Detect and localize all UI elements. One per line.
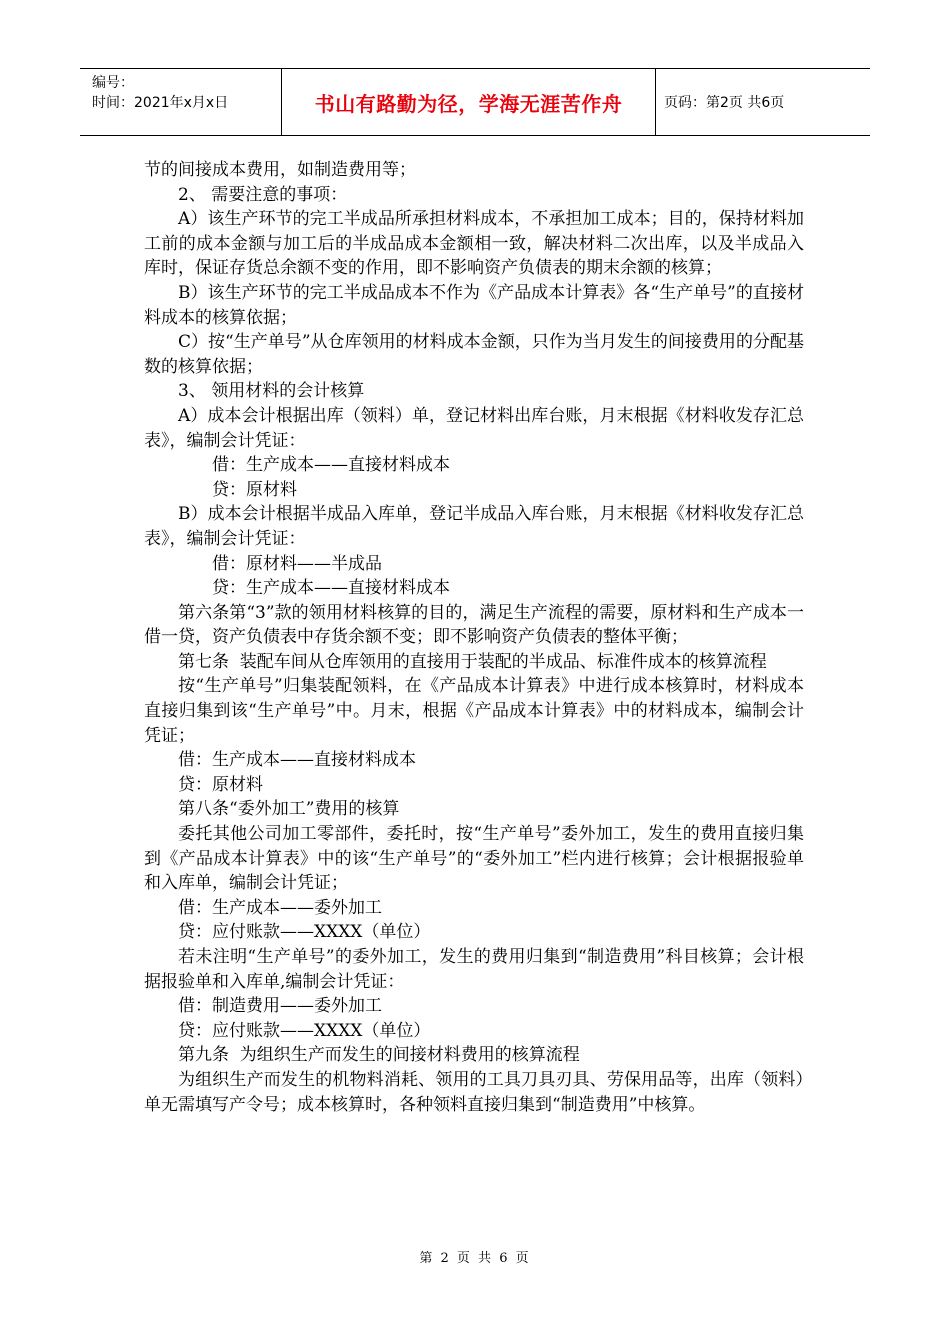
article-heading: 第八条“委外加工”费用的核算	[178, 799, 400, 820]
paragraph: 按“生产单号”归集装配领料，在《产品成本计算表》中进行成本核算时，材料成本直接归集到该“生产单号”中。月末，根据《产品成本计算表》中的材料成本，编制会计凭证；	[144, 676, 804, 746]
paragraph: B）成本会计根据半成品入库单，登记半成品入库台账，月末根据《材料收发存汇总表》，编制会计凭证：	[144, 504, 804, 549]
header-meta	[80, 69, 282, 135]
list-heading: 2、 需要注意的事项：	[178, 184, 348, 205]
paragraph: B）该生产环节的完工半成品成本不作为《产品成本计算表》各“生产单号”的直接材料成本的核算依据；	[144, 282, 804, 328]
paragraph: 节的间接成本费用，如制造费用等；	[144, 160, 416, 180]
journal-entry-debit: 借：生产成本——委外加工	[178, 897, 382, 918]
paragraph: C）按“生产单号”从仓库领用的材料成本金额，只作为当月发生的间接费用的分配基数的核算依据；	[144, 332, 804, 377]
paragraph: 第六条第“3”款的领用材料核算的目的，满足生产流程的需要，原材料和生产成本一借一贷，资产负债表中存货余额不变；即不影响资产负债表的整体平衡；	[144, 602, 804, 648]
header-motto: 书山有路勤为径，学海无涯苦作舟	[282, 69, 656, 135]
journal-entry-debit: 借：生产成本——直接材料成本	[212, 455, 450, 476]
journal-entry-credit: 贷：原材料	[212, 479, 297, 500]
journal-entry-credit: 贷：应付账款——XXXX（单位）	[178, 922, 431, 943]
journal-entry-credit: 贷：原材料	[178, 774, 263, 795]
journal-entry-credit: 贷：应付账款——XXXX（单位）	[178, 1020, 431, 1041]
number-label: 编号：	[92, 75, 134, 91]
page-header	[80, 68, 870, 136]
paragraph: 为组织生产而发生的机物料消耗、领用的工具刀具刃具、劳保用品等，出库（领料）单无需填写产令号；成本核算时，各种领料直接归集到“制造费用”中核算。	[144, 1069, 804, 1115]
paragraph: A）该生产环节的完工半成品所承担材料成本，不承担加工成本；目的，保持材料加工前的成本金额与加工后的半成品成本金额相一致，解决材料二次出库，以及半成品入库时，保证存货总余额不变的作用，即不影响资产负债表的期末余额的核算；	[144, 209, 804, 279]
date-label: 时间：2021年x月x日	[92, 95, 229, 111]
journal-entry-credit: 贷：生产成本——直接材料成本	[212, 578, 450, 599]
article-heading: 第七条 装配车间从仓库领用的直接用于装配的半成品、标准件成本的核算流程	[178, 651, 767, 672]
article-heading: 第九条 为组织生产而发生的间接材料费用的核算流程	[178, 1045, 580, 1066]
header-page-number: 页码：第2页 共6页	[664, 95, 785, 111]
journal-entry-debit: 借：原材料——半成品	[212, 553, 382, 574]
list-heading: 3、 领用材料的会计核算	[178, 381, 365, 402]
paragraph: 若未注明“生产单号”的委外加工，发生的费用归集到“制造费用”科目核算；会计根据报验单和入库单,编制会计凭证：	[144, 947, 804, 992]
journal-entry-debit: 借：生产成本——直接材料成本	[178, 750, 416, 771]
paragraph: A）成本会计根据出库（领料）单，登记材料出库台账，月末根据《材料收发存汇总表》，编制会计凭证：	[144, 405, 804, 451]
body-text	[144, 158, 804, 1117]
page-footer: 第 2 页 共 6 页	[419, 1251, 531, 1266]
journal-entry-debit: 借：制造费用——委外加工	[178, 996, 382, 1017]
paragraph: 委托其他公司加工零部件，委托时，按“生产单号”委外加工，发生的费用直接归集到《产品成本计算表》中的该“生产单号”的“委外加工”栏内进行核算；会计根据报验单和入库单，编制会计凭证；	[144, 824, 804, 894]
